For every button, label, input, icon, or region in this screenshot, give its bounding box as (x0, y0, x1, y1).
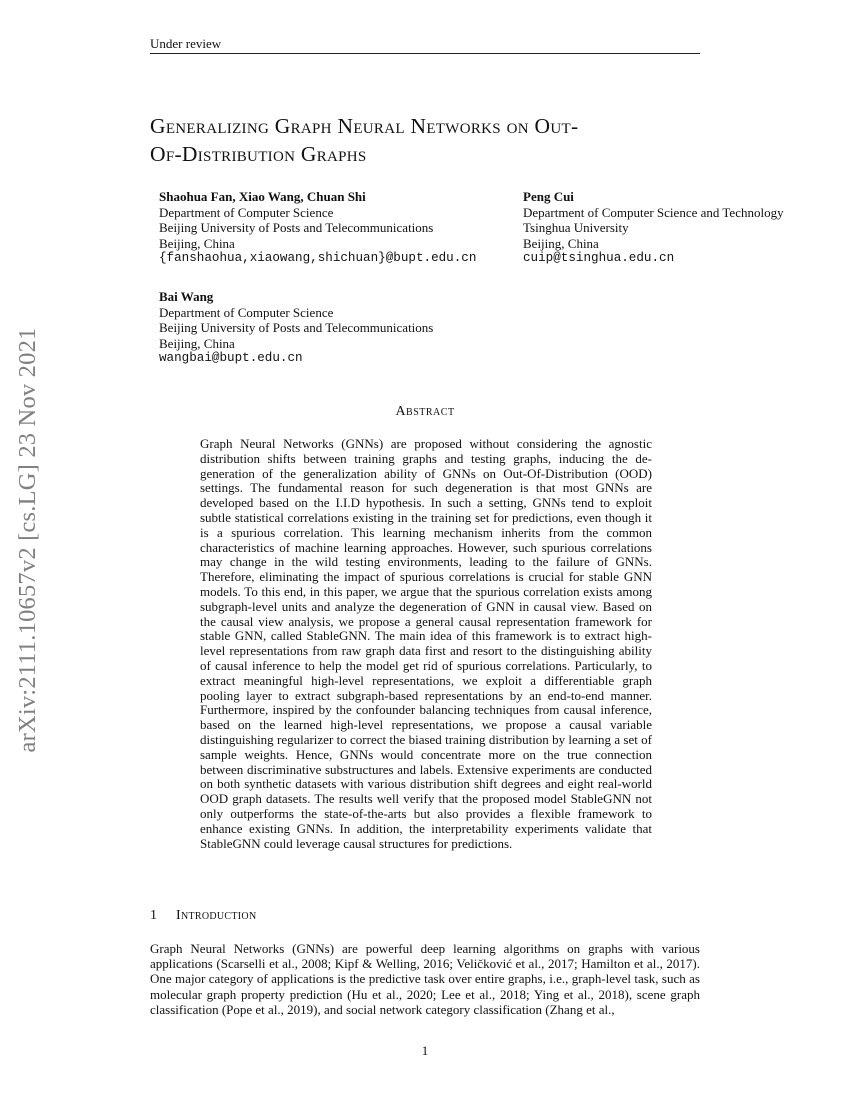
header-rule (150, 53, 700, 54)
paper-title-line-1: Generalizing Graph Neural Networks on Out- (150, 114, 579, 138)
paper-title (150, 112, 710, 168)
author-location: Beijing, China (159, 335, 235, 351)
author-institution: Beijing University of Posts and Telecommunications (159, 220, 434, 235)
section-heading-introduction (150, 908, 256, 924)
author-institution: Beijing University of Posts and Telecommunications (159, 320, 434, 335)
author-block-2 (523, 189, 784, 267)
author-block-3 (159, 289, 433, 367)
author-names: Peng Cui (523, 189, 574, 204)
author-email: cuip@tsinghua.edu.cn (523, 251, 675, 265)
section-title: Introduction (176, 908, 257, 923)
abstract-text: Graph Neural Networks (GNNs) are proposed without considering the agnostic distribution shifts between training graphs and testing graphs, inducing the degeneration of the generalization ability of GNNs on Out-Of-Distribution (OOD) settings. The fundamental reason for such degeneration is that most GNNs are developed based on the I.I.D hypothesis. In such a setting, GNNs tend to exploit subtle statistical correlations existing in the training set for predictions, even though it is a spurious correlation. This learning mechanism inherits from the common characteristics of machine learning approaches. However, such spurious correlations may change in the wild testing environments, leading to the failure of GNNs. Therefore, eliminating the impact of spurious correlations is crucial for stable GNN models. To this end, in this paper, we argue that the spurious correlation exists among subgraph-level units and analyze the degeneration of GNN in causal view. Based on the causal view analysis, we propose a general causal representation framework for stable GNN, called StableGNN. The main idea of this framework is to extract high-level representations from raw graph data first and resort to the distinguishing ability of causal inference to help the model get rid of spurious correlations. Particularly, to extract meaningful high-level representations, we exploit a differentiable graph pooling layer to extract subgraph-based representations by an end-to-end manner. Furthermore, inspired by the confounder balancing techniques from causal inference, based on the learned high-level representations, we propose a causal variable distinguishing regularizer to correct the biased training distribution by learning a set of sample weights. Hence, GNNs would concentrate more on the true connection between discriminative substructures and labels. Extensive experiments are conducted on both synthetic datasets with various distribution shift degrees and eight real-world OOD graph datasets. The results well verify that the proposed model StableGNN not only outperforms the state-of-the-arts but also provides a flexible framework to enhance existing GNNs. In addition, the interpretability experiments validate that StableGNN could leverage causal structures for predictions. (200, 436, 652, 851)
running-header: Under review (150, 36, 222, 51)
author-email: wangbai@bupt.edu.cn (159, 351, 303, 365)
introduction-text: Graph Neural Networks (GNNs) are powerful deep learning algorithms on graphs with various applications (Scarselli et al., 2008; Kipf & Welling, 2016; Veličković et al., 2017; Hamilton et al., 2017). One major category of applications is the predictive task over entire graphs, i.e., graph-level task, such as molecular graph property prediction (Hu et al., 2020; Lee et al., 2018; Ying et al., 2018), scene graph classification (Pope et al., 2019), and social network category classification (Zhang et al., (150, 941, 700, 1017)
author-block-1 (159, 189, 476, 267)
author-names: Bai Wang (159, 289, 214, 304)
page-number: 1 (421, 1043, 429, 1058)
arxiv-sidebar (0, 0, 56, 1100)
author-location: Beijing, China (523, 235, 599, 251)
author-email: {fanshaohua,xiaowang,shichuan}@bupt.edu.cn (159, 251, 477, 265)
author-location: Beijing, China (159, 235, 235, 251)
author-names: Shaohua Fan, Xiao Wang, Chuan Shi (159, 189, 366, 204)
abstract-heading: Abstract (395, 404, 455, 419)
author-department: Department of Computer Science (159, 204, 334, 220)
author-department: Department of Computer Science and Technology (523, 204, 784, 220)
arxiv-identifier: arXiv:2111.10657v2 [cs.LG] 23 Nov 2021 (14, 327, 41, 753)
section-number: 1 (150, 908, 158, 923)
author-institution: Tsinghua University (523, 220, 629, 235)
author-department: Department of Computer Science (159, 304, 334, 320)
paper-title-line-2: Of-Distribution Graphs (150, 142, 367, 166)
